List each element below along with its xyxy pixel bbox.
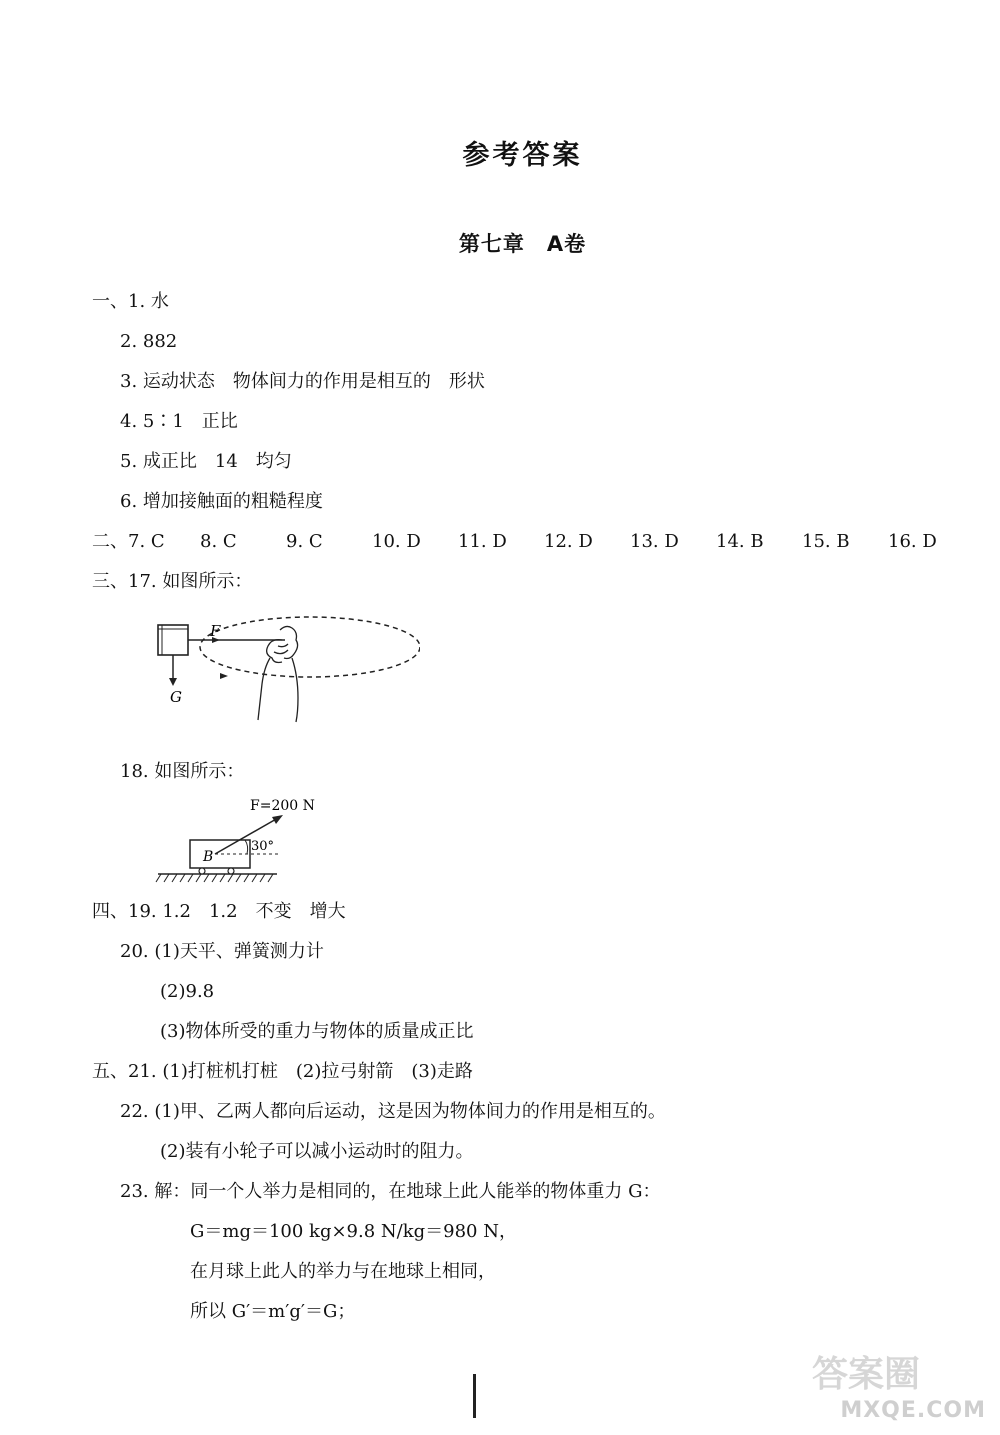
page-title: 参考答案 [462, 140, 583, 171]
answer-23-3: 在月球上此人的举力与在地球上相同， [190, 1261, 496, 1282]
wheel [199, 868, 205, 874]
answer-17: 三、17. 如图所示： [92, 571, 253, 592]
mc-answer: 8. C [200, 531, 237, 552]
answer-2: 2. 882 [120, 331, 178, 352]
mc-answer: 10. D [372, 531, 421, 552]
answer-1: 一、1. 水 [92, 291, 169, 312]
answer-23-2: G＝mg＝100 kg×9.8 N/kg＝980 N， [190, 1221, 517, 1242]
watermark-logo-text: 答案圈 [811, 1354, 921, 1394]
answer-21: 五、21. (1)打桩机打桩 (2)拉弓射箭 (3)走路 [92, 1061, 473, 1082]
watermark-site: MXQE.COM [840, 1398, 986, 1423]
page-number-mark [473, 1374, 476, 1418]
chapter-heading: 第七章 A卷 [458, 232, 587, 256]
answer-22-1: 22. (1)甲、乙两人都向后运动，这是因为物体间力的作用是相互的。 [120, 1101, 666, 1122]
force-label: F=200 N [250, 798, 315, 814]
orbit-path [200, 617, 420, 677]
mc-answer: 9. C [286, 531, 323, 552]
answer-3: 3. 运动状态 物体间力的作用是相互的 形状 [120, 371, 485, 392]
answer-6: 6. 增加接触面的粗糙程度 [120, 491, 323, 512]
gravity-label: G [170, 688, 182, 706]
mc-answer: 12. D [544, 531, 593, 552]
multiple-choice-row [92, 530, 974, 554]
mc-answer: 14. B [716, 531, 764, 552]
mc-answer: 16. D [888, 531, 937, 552]
answer-5: 5. 成正比 14 均匀 [120, 451, 292, 472]
block-label: B [203, 849, 214, 865]
figure-17-diagram [150, 610, 420, 740]
wheel [228, 868, 234, 874]
answer-19: 四、19. 1.2 1.2 不变 增大 [92, 901, 346, 922]
figure-18-diagram [155, 790, 355, 890]
force-label: F [210, 622, 221, 640]
angle-label: 30° [251, 839, 275, 854]
answer-23-4: 所以 G′＝m′g′＝G； [190, 1301, 356, 1322]
answer-18: 18. 如图所示： [120, 761, 245, 782]
answer-4: 4. 5∶1 正比 [120, 411, 238, 432]
ground-hatching [156, 874, 273, 882]
mc-answer-7: 二、7. C [92, 531, 165, 552]
mc-answer: 11. D [458, 531, 507, 552]
watermark-logo [746, 1348, 986, 1394]
answer-23-1: 23. 解：同一个人举力是相同的，在地球上此人能举的物体重力 G： [120, 1181, 661, 1202]
answer-20-3: (3)物体所受的重力与物体的质量成正比 [160, 1021, 474, 1042]
answer-20-2: (2)9.8 [160, 981, 215, 1002]
answer-20-1: 20. (1)天平、弹簧测力计 [120, 941, 324, 962]
answer-22-2: (2)装有小轮子可以减小运动时的阻力。 [160, 1141, 474, 1162]
mc-answer: 15. B [802, 531, 850, 552]
mc-answer: 13. D [630, 531, 679, 552]
